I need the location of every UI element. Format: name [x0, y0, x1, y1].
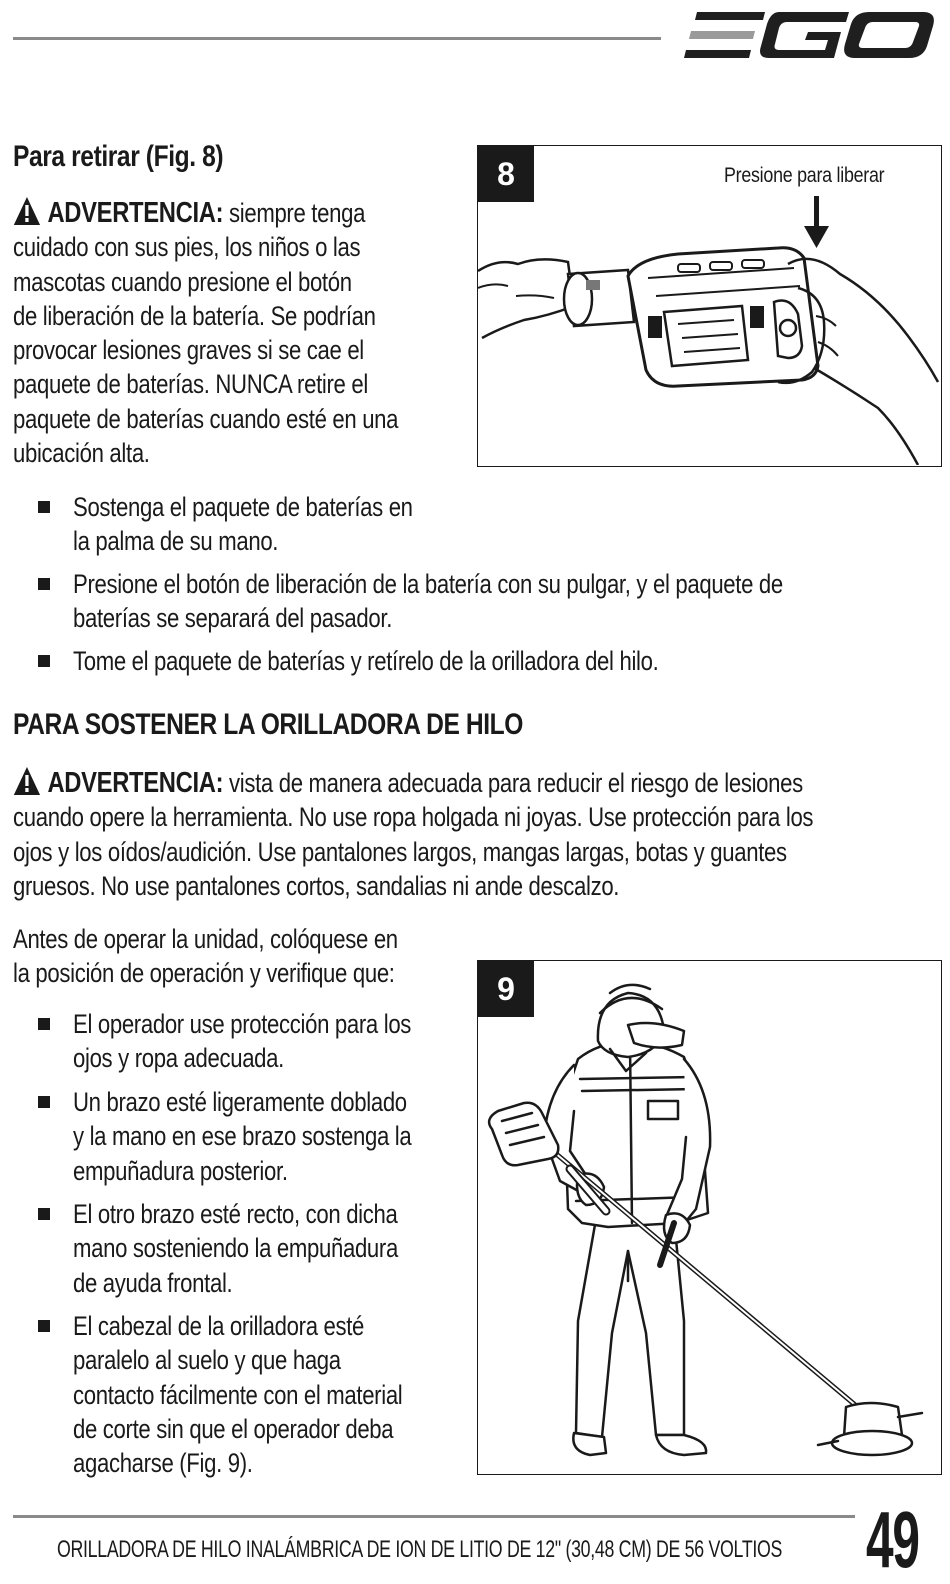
warning-line: vista de manera adecuada para reducir el riesgo de lesiones — [229, 768, 803, 798]
footer-title: ORILLADORA DE HILO INALÁMBRICA DE ION DE LITIO DE 12" (30,48 CM) DE 56 VOLTIOS — [57, 1536, 783, 1563]
warning-paragraph-remove — [13, 196, 398, 470]
bullet-square-icon — [38, 578, 50, 590]
list-item-line: Tome el paquete de baterías y retírelo de la orilladora del hilo. — [73, 646, 659, 676]
list-item-line: y la mano en ese brazo sostenga la — [73, 1121, 412, 1152]
warning-line: gruesos. No use pantalones cortos, sandalias ni ande descalzo. — [13, 870, 620, 901]
list-item-line: mano sosteniendo la empuñadura — [73, 1233, 398, 1264]
list-item-line: Sostenga el paquete de baterías en — [73, 492, 413, 522]
figure-number: 9 — [478, 961, 534, 1017]
bullet-square-icon — [38, 501, 50, 513]
warning-line: ojos y los oídos/audición. Use pantalones largos, mangas largas, botas y guantes — [13, 836, 787, 867]
list-item-line: de corte sin que el operador deba — [73, 1413, 394, 1444]
warning-paragraph-hold — [13, 766, 813, 903]
footer-rule — [13, 1515, 855, 1518]
battery-release-illustration — [478, 146, 940, 465]
list-item-line: contacto fácilmente con el material — [73, 1379, 403, 1410]
operator-holding-trimmer-illustration — [478, 961, 940, 1473]
bullet-square-icon — [38, 1208, 50, 1220]
page-number: 49 — [866, 1495, 919, 1584]
warning-line: ubicación alta. — [13, 438, 150, 469]
header-rule — [13, 37, 661, 40]
intro-line: Antes de operar la unidad, colóquese en — [13, 924, 398, 954]
figure-number: 8 — [478, 146, 534, 202]
figure-8 — [477, 145, 942, 467]
list-item-line: El operador use protección para los — [73, 1009, 412, 1039]
list-item-line: Presione el botón de liberación de la batería con su pulgar, y el paquete de — [73, 569, 783, 599]
list-item-line: agacharse (Fig. 9). — [73, 1448, 253, 1479]
list-item-line: Un brazo esté ligeramente doblado — [73, 1087, 407, 1117]
bullet-square-icon — [38, 1018, 50, 1030]
bullet-square-icon — [38, 655, 50, 667]
warning-label: ADVERTENCIA: — [47, 197, 224, 229]
warning-label: ADVERTENCIA: — [47, 767, 224, 799]
warning-triangle-icon — [13, 766, 41, 796]
warning-triangle-icon — [13, 196, 41, 226]
warning-line: paquete de baterías. NUNCA retire el — [13, 369, 368, 400]
list-item-line: baterías se separará del pasador. — [73, 603, 393, 634]
list-item-line: de ayuda frontal. — [73, 1267, 233, 1298]
warning-line: cuando opere la herramienta. No use ropa holgada ni joyas. Use protección para los — [13, 802, 814, 833]
intro-paragraph — [13, 922, 398, 991]
list-item-line: paralelo al suelo y que haga — [73, 1345, 341, 1376]
bullet-square-icon — [38, 1096, 50, 1108]
warning-line: siempre tenga — [229, 198, 366, 228]
warning-line: cuidado con sus pies, los niños o las — [13, 232, 361, 263]
list-item-line: El cabezal de la orilladora esté — [73, 1311, 365, 1341]
warning-line: mascotas cuando presione el botón — [13, 266, 352, 297]
ego-logo — [683, 8, 938, 64]
intro-line: la posición de operación y verifique que: — [13, 958, 395, 989]
list-item-line: El otro brazo esté recto, con dicha — [73, 1199, 398, 1229]
warning-line: provocar lesiones graves si se cae el — [13, 335, 364, 366]
down-arrow-icon — [804, 196, 829, 248]
figure-caption: Presione para liberar — [724, 164, 885, 187]
list-item-line: ojos y ropa adecuada. — [73, 1043, 284, 1074]
section-title-remove: Para retirar (Fig. 8) — [13, 140, 224, 173]
warning-line: de liberación de la batería. Se podrían — [13, 300, 376, 331]
bullet-square-icon — [38, 1320, 50, 1332]
section-title-hold: PARA SOSTENER LA ORILLADORA DE HILO — [13, 708, 524, 741]
warning-line: paquete de baterías cuando esté en una — [13, 403, 399, 434]
list-item-line: empuñadura posterior. — [73, 1155, 288, 1186]
figure-9 — [477, 960, 942, 1475]
list-item-line: la palma de su mano. — [73, 526, 279, 557]
